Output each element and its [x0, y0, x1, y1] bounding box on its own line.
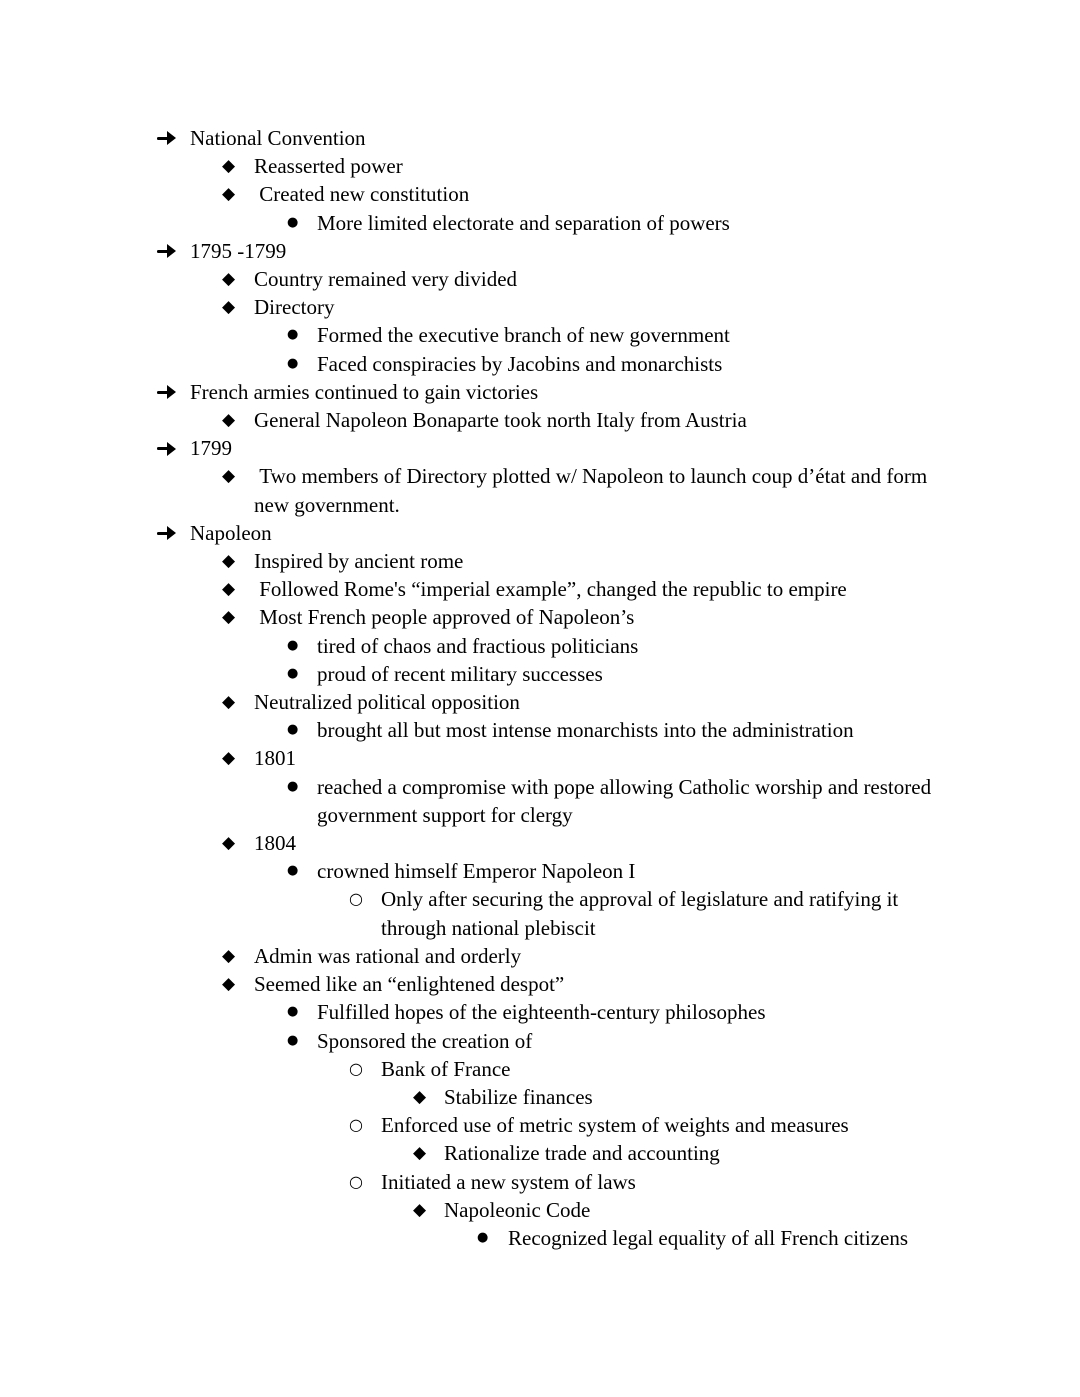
outline-item	[127, 688, 957, 716]
outline-item	[127, 350, 957, 378]
outline-item-text: Bank of France	[381, 1056, 511, 1081]
outline-item-text: Admin was rational and orderly	[254, 943, 522, 968]
diamond-bullet-icon: ◆	[222, 607, 236, 628]
outline-item-text: 1795 -1799	[190, 238, 287, 263]
outline-item-text: Only after securing the approval of legislature and ratifying it through national plebiscit	[381, 887, 904, 940]
disc-bullet-icon: ●	[287, 665, 299, 681]
diamond-bullet-icon: ◆	[222, 692, 236, 713]
diamond-bullet-icon: ◆	[222, 945, 236, 966]
outline-item-text: Inspired by ancient rome	[254, 549, 464, 574]
disc-bullet-icon: ●	[287, 1004, 299, 1020]
disc-bullet-icon: ●	[287, 355, 299, 371]
outline-item-text: Most French people approved of Napoleon’s	[254, 605, 635, 630]
outline-item-text: reached a compromise with pope allowing Catholic worship and restored government support for clergy	[317, 774, 937, 827]
outline-item-text: brought all but most intense monarchists into the administration	[317, 718, 854, 743]
outline-item	[127, 575, 957, 603]
diamond-bullet-icon: ◆	[222, 184, 236, 205]
outline-item	[127, 293, 957, 321]
outline-item	[127, 744, 957, 772]
outline-item	[127, 829, 957, 857]
outline-item-text: Directory	[254, 295, 335, 320]
diamond-bullet-icon: ◆	[222, 156, 236, 177]
circle-bullet-icon: ○	[349, 1058, 363, 1078]
outline-item	[127, 406, 957, 434]
outline-item-text: Fulfilled hopes of the eighteenth-century philosophes	[317, 1000, 766, 1025]
outline-item-text: Followed Rome's “imperial example”, changed the republic to empire	[254, 577, 847, 602]
diamond-bullet-icon: ◆	[222, 748, 236, 769]
outline-item-text: French armies continued to gain victories	[190, 379, 539, 404]
disc-bullet-icon: ●	[287, 863, 299, 879]
outline-item-text: Napoleonic Code	[444, 1197, 591, 1222]
disc-bullet-icon: ●	[287, 637, 299, 653]
outline-item-text: tired of chaos and fractious politicians	[317, 633, 639, 658]
outline-item-text: Sponsored the creation of	[317, 1028, 533, 1053]
outline-item-text: crowned himself Emperor Napoleon I	[317, 859, 636, 884]
outline-item-text: Two members of Directory plotted w/ Napoleon to launch coup d’état and form new government.	[254, 464, 933, 517]
outline-item-text: Napoleon	[190, 520, 272, 545]
outline-item-text: 1804	[254, 831, 296, 856]
disc-bullet-icon: ●	[287, 214, 299, 230]
arrow-bullet-icon	[157, 519, 177, 547]
outline-item	[127, 1196, 957, 1224]
outline-item	[127, 209, 957, 237]
outline-item	[127, 180, 957, 208]
outline-item	[127, 603, 957, 631]
outline-item-text: Initiated a new system of laws	[381, 1169, 636, 1194]
outline-item	[127, 773, 957, 829]
arrow-bullet-icon	[157, 378, 177, 406]
diamond-bullet-icon: ◆	[222, 974, 236, 995]
outline-item-text: proud of recent military successes	[317, 661, 603, 686]
outline-item	[127, 378, 957, 406]
outline-item-text: Rationalize trade and accounting	[444, 1141, 720, 1166]
disc-bullet-icon: ●	[477, 1229, 489, 1245]
outline-item	[127, 857, 957, 885]
outline-item	[127, 716, 957, 744]
diamond-bullet-icon: ◆	[222, 297, 236, 318]
circle-bullet-icon: ○	[349, 1171, 363, 1191]
outline-item-text: National Convention	[190, 126, 366, 150]
outline-item	[127, 632, 957, 660]
diamond-bullet-icon: ◆	[222, 466, 236, 487]
outline-item	[127, 519, 957, 547]
diamond-bullet-icon: ◆	[413, 1143, 427, 1164]
outline-item	[127, 265, 957, 293]
outline-item	[127, 1083, 957, 1111]
diamond-bullet-icon: ◆	[222, 410, 236, 431]
outline-item-text: 1799	[190, 436, 232, 461]
diamond-bullet-icon: ◆	[222, 269, 236, 290]
outline-item	[127, 1055, 957, 1083]
outline-item	[127, 942, 957, 970]
disc-bullet-icon: ●	[287, 327, 299, 343]
outline-item	[127, 998, 957, 1026]
outline-item-text: 1801	[254, 746, 296, 771]
outline-item-text: Country remained very divided	[254, 267, 518, 292]
outline-item	[127, 970, 957, 998]
outline-item	[127, 1111, 957, 1139]
diamond-bullet-icon: ◆	[413, 1199, 427, 1220]
outline-item	[127, 321, 957, 349]
outline-item	[127, 462, 957, 518]
outline-item	[127, 1139, 957, 1167]
diamond-bullet-icon: ◆	[413, 1086, 427, 1107]
outline-item	[127, 885, 957, 941]
diamond-bullet-icon: ◆	[222, 579, 236, 600]
outline-item-text: Formed the executive branch of new government	[317, 323, 730, 348]
diamond-bullet-icon: ◆	[222, 833, 236, 854]
outline-item-text: Recognized legal equality of all French citizens	[508, 1225, 909, 1250]
outline-item-text: Enforced use of metric system of weights and measures	[381, 1113, 849, 1138]
outline-item-text: Seemed like an “enlightened despot”	[254, 972, 565, 997]
outline-item	[127, 547, 957, 575]
circle-bullet-icon: ○	[349, 889, 363, 909]
arrow-bullet-icon	[157, 237, 177, 265]
outline-item	[127, 124, 957, 152]
outline-item	[127, 1224, 957, 1252]
outline-item	[127, 237, 957, 265]
outline-item-text: Created new constitution	[254, 182, 470, 207]
outline-item-text: General Napoleon Bonaparte took north Italy from Austria	[254, 408, 747, 433]
circle-bullet-icon: ○	[349, 1115, 363, 1135]
outline-item	[127, 1168, 957, 1196]
outline-item-text: More limited electorate and separation of powers	[317, 210, 730, 235]
outline-item	[127, 660, 957, 688]
disc-bullet-icon: ●	[287, 1032, 299, 1048]
arrow-bullet-icon	[157, 124, 177, 152]
arrow-bullet-icon	[157, 434, 177, 462]
outline-list	[127, 124, 957, 1252]
outline-item-text: Stabilize finances	[444, 1084, 593, 1109]
outline-item-text: Faced conspiracies by Jacobins and monarchists	[317, 351, 723, 376]
outline-item-text: Neutralized political opposition	[254, 690, 520, 715]
diamond-bullet-icon: ◆	[222, 551, 236, 572]
outline-item-text: Reasserted power	[254, 154, 403, 179]
disc-bullet-icon: ●	[287, 778, 299, 794]
outline-item	[127, 434, 957, 462]
disc-bullet-icon: ●	[287, 722, 299, 738]
outline-item	[127, 152, 957, 180]
outline-item	[127, 1027, 957, 1055]
